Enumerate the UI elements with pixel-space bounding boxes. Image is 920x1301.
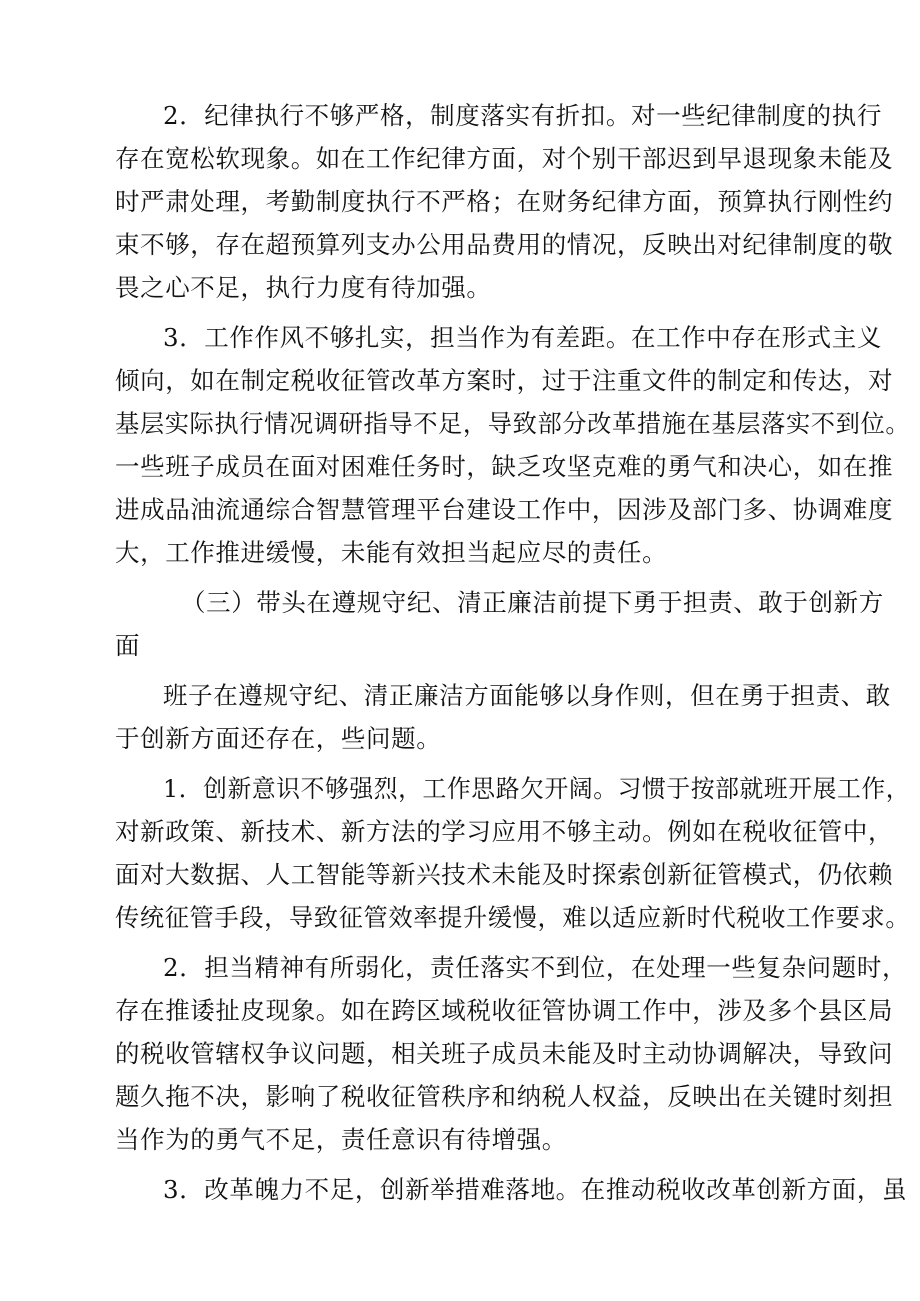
text-line: 面对大数据、人工智能等新兴技术未能及时探索创新征管模式，仍依赖 xyxy=(115,860,894,889)
text-line: 2．纪律执行不够严格，制度落实有折扣。对一些纪律制度的执行 xyxy=(163,101,882,130)
text-line: 倾向，如在制定税收征管改革方案时，过于注重文件的制定和传达，对 xyxy=(115,366,894,395)
text-line: 3．工作作风不够扎实，担当作为有差距。在工作中存在形式主义 xyxy=(163,323,882,352)
text-line: 基层实际执行情况调研指导不足，导致部分改革措施在基层落实不到位。 xyxy=(115,409,911,438)
text-line: 进成品油流通综合智慧管理平台建设工作中，因涉及部门多、协调难度 xyxy=(115,495,894,524)
text-line: 畏之心不足，执行力度有待加强。 xyxy=(115,273,492,302)
text-line: 于创新方面还存在，些问题。 xyxy=(115,724,442,753)
text-line: 束不够，存在超预算列支办公用品费用的情况，反映出对纪律制度的敬 xyxy=(115,230,894,259)
text-line: 班子在遵规守纪、清正廉洁方面能够以身作则，但在勇于担责、敢 xyxy=(163,681,891,710)
text-line: 一些班子成员在面对困难任务时，缺乏攻坚克难的勇气和决心，如在推 xyxy=(115,452,894,481)
text-line: 对新政策、新技术、新方法的学习应用不够主动。例如在税收征管中， xyxy=(115,817,894,846)
text-line: 的税收管辖权争议问题，相关班子成员未能及时主动协调解决，导致问 xyxy=(115,1039,894,1068)
text-line: 当作为的勇气不足，责任意识有待增强。 xyxy=(115,1125,567,1154)
text-line: 时严肃处理，考勤制度执行不严格；在财务纪律方面，预算执行刚性约 xyxy=(115,187,894,216)
text-line: 3．改革魄力不足，创新举措难落地。在推动税收改革创新方面，虽 xyxy=(163,1175,908,1204)
text-line: 存在推诿扯皮现象。如在跨区域税收征管协调工作中，涉及多个县区局 xyxy=(115,996,894,1025)
text-line: 大，工作推进缓慢，未能有效担当起应尽的责任。 xyxy=(115,538,668,567)
text-line: 2．担当精神有所弱化，责任落实不到位，在处理一些复杂问题时， xyxy=(163,953,908,982)
section-heading: （三）带头在遵规守纪、清正廉洁前提下勇于担责、敢于创新方 xyxy=(181,588,884,617)
text-line: 题久拖不决，影响了税收征管秩序和纳税人权益，反映出在关键时刻担 xyxy=(115,1082,894,1111)
text-line: 传统征管手段，导致征管效率提升缓慢，难以适应新时代税收工作要求。 xyxy=(115,903,911,932)
text-line: 存在宽松软现象。如在工作纪律方面，对个别干部迟到早退现象未能及 xyxy=(115,144,894,173)
text-line: 1．创新意识不够强烈，工作思路欠开阔。习惯于按部就班开展工作， xyxy=(163,774,911,803)
section-heading: 面 xyxy=(115,631,141,660)
